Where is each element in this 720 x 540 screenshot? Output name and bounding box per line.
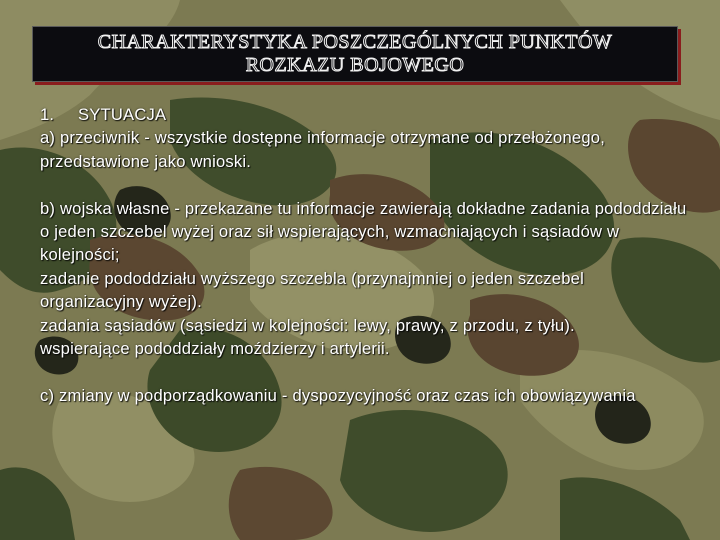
point-b-neighbours-task: zadania sąsiadów (sąsiedzi w kolejności: lewy, prawy, z przodu, z tyłu). bbox=[40, 315, 575, 335]
slide-body bbox=[40, 103, 690, 407]
slide-title-box bbox=[32, 26, 678, 82]
point-b-superior-task: zadanie pododdziału wyższego szczebla (przynajmniej o jeden szczebel organizacyjny wyżej). bbox=[40, 268, 584, 312]
point-b-text: b) wojska własne - przekazane tu informacje zawierają dokładne zadania pododdziału o jeden szczebel wyżej oraz sił wspierających, wzmacniających i sąsiadów w kolejności; bbox=[40, 198, 687, 265]
paragraph-spacer bbox=[40, 173, 690, 196]
point-a-text: a) przeciwnik - wszystkie dostępne informacje otrzymane od przełożonego, przedstawione jako wnioski. bbox=[40, 128, 606, 171]
slide-title-line-2: ROZKAZU BOJOWEGO bbox=[245, 54, 465, 76]
point-b-support-units: wspierające pododdziały moździerzy i artylerii. bbox=[40, 339, 390, 359]
section-number: 1. bbox=[40, 105, 55, 124]
section-title: SYTUACJA bbox=[78, 105, 167, 124]
paragraph-spacer bbox=[40, 360, 690, 383]
section-heading bbox=[40, 103, 690, 126]
slide-title-line-1: CHARAKTERYSTYKA POSZCZEGÓLNYCH PUNKTÓW bbox=[97, 31, 613, 53]
point-c-text: c) zmiany w podporządkowaniu - dyspozycyjność oraz czas ich obowiązywania bbox=[40, 385, 636, 405]
